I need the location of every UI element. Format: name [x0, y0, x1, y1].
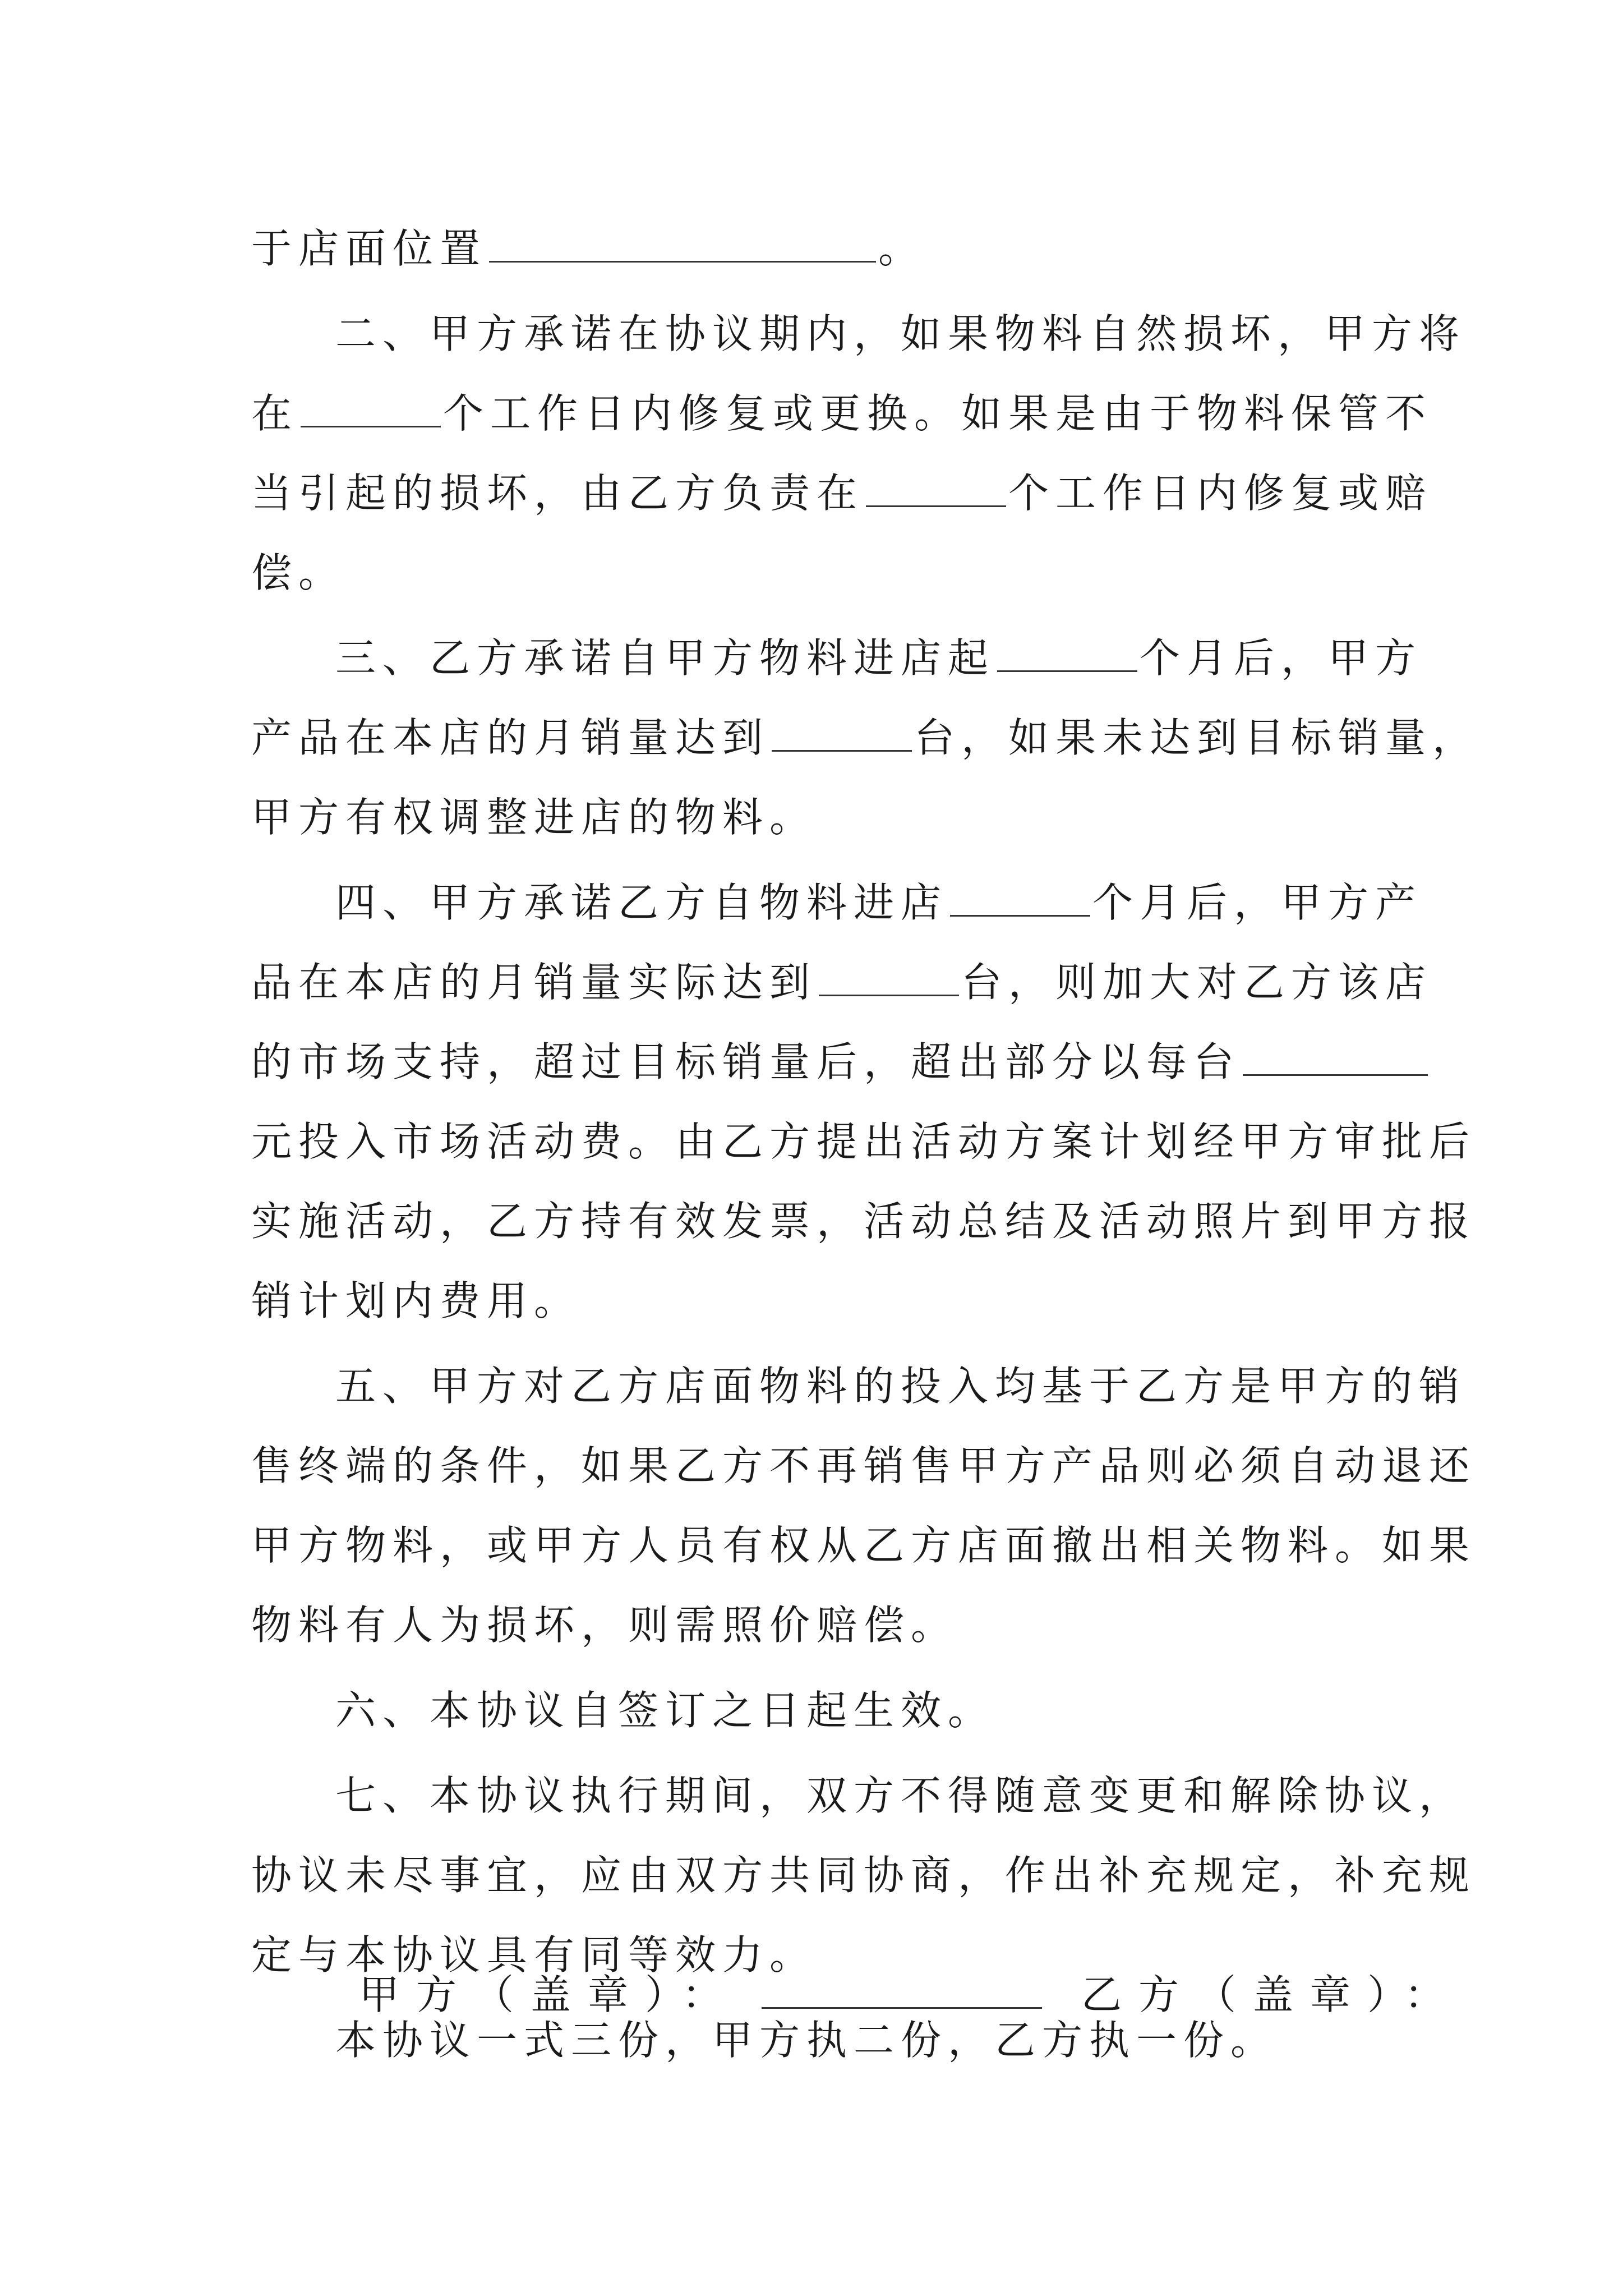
clause-2-line-2	[251, 374, 1433, 453]
agreement-body	[251, 209, 1480, 2080]
line-store-location	[251, 209, 1378, 288]
fill-blank-amount-per-unit[interactable]	[1243, 1037, 1428, 1076]
text: 四、甲方承诺乙方自物料进店	[335, 879, 948, 926]
clause-7-line-1: 七、本协议执行期间，双方不得随意变更和解除协议，	[335, 1772, 1467, 1819]
clause-3-line-3: 甲方有权调整进店的物料。	[251, 794, 817, 841]
text: 台，如果未达到目标销量，	[914, 714, 1480, 761]
clause-4-line-6: 销计划内费用。	[251, 1277, 582, 1324]
clause-2-line-4: 偿。	[251, 549, 346, 596]
signature-row	[359, 1962, 1461, 2021]
text: 当引起的损坏，由乙方负责在	[251, 470, 864, 517]
text: 个月后，甲方	[1140, 634, 1423, 682]
clause-4-line-3	[251, 1022, 1378, 1102]
text: 三、乙方承诺自甲方物料进店起	[335, 634, 995, 682]
fill-blank-repair-days[interactable]	[301, 389, 441, 427]
text: 于店面位置	[251, 225, 487, 272]
text: 品在本店的月销量实际达到	[251, 959, 817, 1006]
clause-5-line-1: 五、甲方对乙方店面物料的投入均基于乙方是甲方的销	[335, 1363, 1467, 1410]
text: 个月后，甲方产	[1092, 879, 1423, 926]
fill-blank-actual-units[interactable]	[819, 958, 959, 996]
clause-5-line-4: 物料有人为损坏，则需照价赔偿。	[251, 1602, 958, 1649]
clause-3-line-1	[251, 618, 1423, 698]
text: 台，则加大对乙方该店	[961, 959, 1433, 1006]
clause-4-line-5: 实施活动，乙方持有效发票，活动总结及活动照片到甲方报	[251, 1198, 1477, 1245]
clause-7-line-2: 协议未尽事宜，应由双方共同协商，作出补充规定，补充规	[251, 1852, 1477, 1899]
text: 个工作日内修复或赔	[1008, 470, 1433, 517]
text: 产品在本店的月销量达到	[251, 714, 770, 761]
clause-7-line-3: 定与本协议具有同等效力。	[251, 1931, 817, 1978]
party-b-seal-label: 乙方（盖章）：	[1081, 1971, 1462, 2018]
clause-2-line-1: 二、甲方承诺在协议期内，如果物料自然损坏，甲方将	[335, 310, 1467, 357]
copies-clause: 本协议一式三份，甲方执二份，乙方执一份。	[335, 2017, 1278, 2064]
fill-blank-store-location[interactable]	[489, 224, 876, 263]
clause-2-line-3	[251, 453, 1433, 533]
clause-6: 六、本协议自签订之日起生效。	[335, 1687, 995, 1734]
fill-blank-months[interactable]	[950, 878, 1090, 917]
clause-4-line-2	[251, 942, 1433, 1022]
fill-blank-months[interactable]	[997, 633, 1137, 672]
party-a-seal-field[interactable]	[762, 1970, 1042, 2009]
clause-3-line-2	[251, 698, 1480, 777]
text: 在	[251, 390, 299, 437]
text: 的市场支持，超过目标销量后，超出部分以每台	[251, 1038, 1241, 1085]
fill-blank-target-units[interactable]	[772, 713, 912, 752]
fill-blank-compensation-days[interactable]	[866, 468, 1006, 507]
text: 。	[878, 225, 926, 272]
party-a-seal-label: 甲方（盖章）：	[359, 1971, 740, 2018]
clause-4-line-1	[251, 863, 1423, 942]
clause-4-line-4: 元投入市场活动费。由乙方提出活动方案计划经甲方审批后	[251, 1118, 1477, 1165]
clause-5-line-3: 甲方物料，或甲方人员有权从乙方店面撤出相关物料。如果	[251, 1522, 1477, 1569]
text: 个工作日内修复或更换。如果是由于物料保管不	[443, 390, 1433, 437]
clause-5-line-2: 售终端的条件，如果乙方不再销售甲方产品则必须自动退还	[251, 1442, 1477, 1489]
